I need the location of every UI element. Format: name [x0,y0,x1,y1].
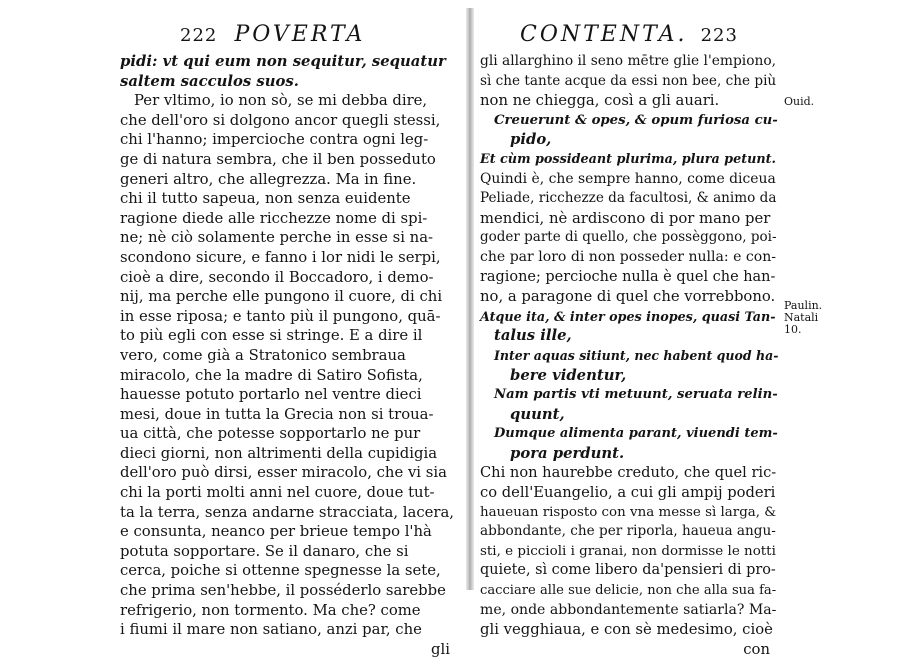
text-line: i fiumi il mare non satiano, anzi par, che [120,621,422,639]
text-line: me, onde abbondantemente satiarla? Ma- [480,601,777,618]
text-line: Creuerunt & opes, & opum furiosa cu- [494,112,778,128]
text-line: Nam partis vti metuunt, seruata relin- [494,387,778,403]
text-line: goder parte di quello, che possèggono, poi- [480,229,777,246]
left-page [120,0,460,658]
text-line: quiete, sì come libero da'pensieri di pro- [480,562,776,579]
text-line: cerca, poiche si ottenne spegnesse la sete, [120,562,441,580]
text-line: pido, [510,131,552,149]
text-line: Et cùm possideant plurima, plura petunt. [480,151,776,167]
text-line: cioè a dire, secondo il Boccadoro, i demo- [120,268,434,286]
running-title-left: POVERTA [234,22,366,47]
text-line: dieci giorni, non altrimenti della cupidigia [120,444,438,462]
right-page-text [480,52,780,659]
text-line: mesi, doue in tutta la Grecia non si troua- [120,405,434,423]
text-line: in esse riposa; e tanto più il pungono, quā- [120,307,441,325]
left-page-text [120,52,460,659]
text-line: cacciare alle sue delicie, non che alla sua fa- [480,583,777,599]
text-line: generi altro, che allegrezza. Ma in fine. [120,170,417,188]
text-line: Per vltimo, io non sò, se mi debba dire, [134,92,428,110]
text-line: mendici, nè ardiscono di por mano per [480,209,771,227]
text-line: gli vegghiaua, e con sè medesimo, cioè [480,621,773,639]
text-line: refrigerio, non tormento. Ma che? come [120,601,421,619]
text-line: ua città, che potesse sopportarlo ne pur [120,425,421,443]
text-line: chi la porti molti anni nel cuore, doue tut- [120,484,435,502]
text-line: quunt, [510,405,565,423]
text-line: bere videntur, [510,366,627,384]
text-line: ragione diede alle ricchezze nome di spi- [120,209,428,227]
text-line: co dell'Euangelio, a cui gli ampij poderi [480,484,776,502]
text-line: pidi: vt qui eum non sequitur, sequatur [120,53,446,70]
right-page-header [520,22,738,47]
margin-note-paulin: Paulin. Natali 10. [784,299,823,336]
page-number-right: 223 [700,25,738,46]
left-page-header [180,22,365,47]
text-line: hauesse potuto portarlo nel ventre dieci [120,386,422,404]
text-line: Inter aquas sitiunt, nec habent quod ha- [494,347,779,363]
text-line: ragione; percioche nulla è quel che han- [480,268,776,285]
text-line: e consunta, neanco per brieue tempo l'hà [120,523,432,541]
text-line: to più egli con esse si stringe. E a dire il [120,327,423,345]
catchword: con [743,640,770,658]
text-line: pora perdunt. [510,444,625,462]
text-line: sti, e piccioli i granai, non dormisse le notti [480,543,776,559]
text-line: ta la terra, senza andarne stracciata, lacera, [120,503,455,521]
text-line: Chi non haurebbe creduto, che quel ric- [480,464,777,482]
book-gutter [466,8,474,590]
right-page [480,0,780,658]
text-line: che dell'oro si dolgono ancor quegli stessi, [120,111,441,129]
text-line: talus ille, [494,327,572,345]
text-line: miracolo, che la madre di Satiro Sofista, [120,366,423,384]
text-line: dell'oro può dirsi, esser miracolo, che vi sia [120,464,447,482]
text-line: Dumque alimenta parant, viuendi tem- [494,426,778,442]
text-line: ge di natura sembra, che il ben posseduto [120,150,436,168]
text-line: abbondante, che per riporla, haueua angu- [480,523,776,540]
page-number-left: 222 [180,25,218,46]
text-line: Quindi è, che sempre hanno, come diceua [480,170,776,187]
margin-note-ouid: Ouid. [784,95,815,108]
text-line: no, a paragone di quel che vorrebbono. [480,288,776,306]
text-line: chi l'hanno; impercioche contra ogni leg- [120,131,429,149]
catchword: gli [431,640,450,658]
text-line: Peliade, ricchezze da facultosi, & animo da [480,190,777,207]
running-title-right: CONTENTA. [520,22,688,47]
text-line: potuta sopportare. Se il danaro, che si [120,542,409,560]
text-line: non ne chiegga, così a gli auari. [480,92,720,110]
text-line: sì che tante acque da essi non bee, che più [480,72,777,89]
text-line: scondono sicure, e fanno i lor nidi le serpi, [120,248,441,266]
text-line: saltem sacculos suos. [120,72,299,90]
text-line: ne; nè ciò solamente perche in esse si na- [120,229,434,247]
text-line: nij, ma perche elle pungono il cuore, di chi [120,288,443,306]
text-line: Atque ita, & inter opes inopes, quasi Tan- [480,308,776,324]
text-line: haueuan risposto con vna messe sì larga, & [480,504,777,520]
text-line: vero, come già a Stratonico sembraua [120,346,406,364]
text-line: chi il tutto sapeua, non senza euidente [120,190,411,208]
text-line: che prima sen'hebbe, il posséderlo sarebbe [120,582,446,600]
text-line: gli allarghino il seno mētre glie l'empiono, [480,53,777,69]
text-line: che par loro di non posseder nulla: e con- [480,248,776,265]
